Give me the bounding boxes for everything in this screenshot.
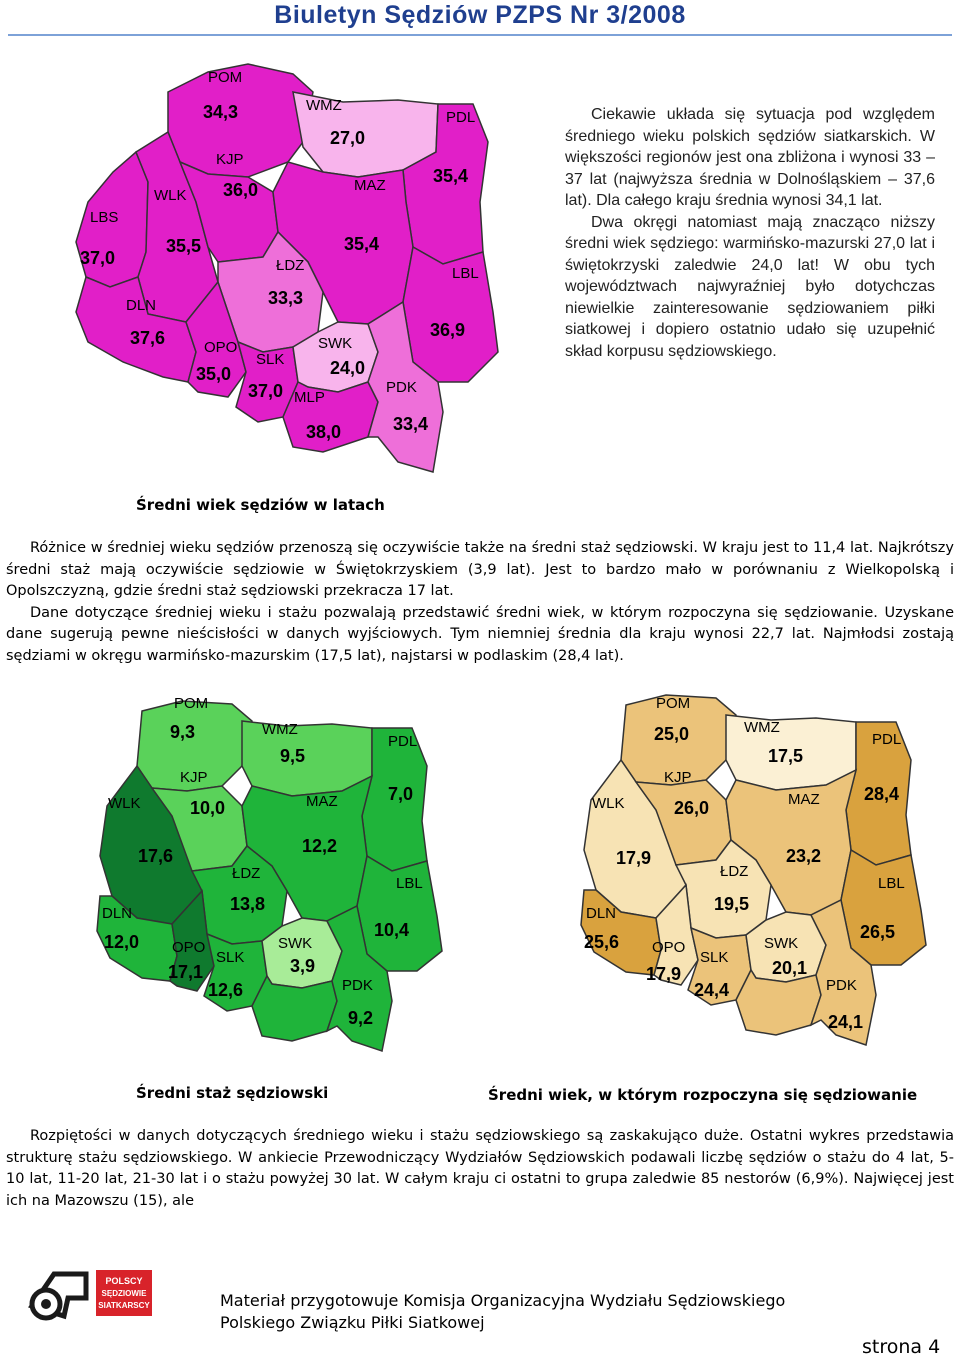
region-value: 20,1 — [772, 958, 808, 978]
region-value: 13,8 — [230, 894, 266, 914]
region-code: MAZ — [788, 791, 820, 808]
region-value: 17,9 — [646, 964, 682, 984]
region-value: 17,1 — [168, 962, 204, 982]
pzps-referee-logo — [24, 1254, 174, 1334]
intro-paragraph: Dwa okręgi natomiast mają znacząco niższy średni wiek sędziego: warmińsko-mazurski 27,0 lat i świętokrzyski zaledwie 24,0 lat! W obu tych województwach najwyraźniej było dotychczas niewielkie zainteresowanie sędziowaniem piłki siatkowej i dopiero ostatnio udało się uzupełnić skład korpusu sędziowskiego. — [565, 213, 935, 360]
region-value: 26,0 — [674, 798, 710, 818]
region-value: 33,3 — [268, 288, 304, 308]
region-code: WLK — [154, 187, 187, 204]
region-value: 17,6 — [138, 846, 174, 866]
region-code: WLK — [592, 795, 625, 812]
region-value: 26,5 — [860, 922, 896, 942]
start-age-map-caption: Średni wiek, w którym rozpoczyna się sędziowanie — [488, 1086, 918, 1104]
intro-paragraph: Ciekawie układa się sytuacja pod względem średniego wieku polskich sędziów siatkarskich. W większości regionów jest ona zbliżona i wynosi 33 – 37 lat (najwyższa średnia w Dolnośląskiem – 37,6 lat). Dla całego kraju średnia wynosi 34,1 lat. — [565, 106, 935, 209]
region-code: PDL — [446, 109, 476, 126]
region-code: POM — [208, 69, 243, 86]
logo-text: SĘDZIOWIE — [101, 1289, 147, 1298]
region-value: 35,0 — [196, 364, 232, 384]
region-code: KJP — [216, 151, 244, 168]
region-value: 3,9 — [290, 956, 316, 976]
logo-text: SIATKARSCY — [98, 1301, 150, 1310]
region-value: 36,0 — [223, 180, 259, 200]
region-code: WMZ — [306, 97, 342, 114]
region-value: 25,0 — [654, 724, 690, 744]
header-title: Biuletyn Sędziów PZPS Nr 3/2008 — [274, 1, 686, 29]
region-code: SWK — [318, 335, 353, 352]
region-value: 35,4 — [344, 234, 380, 254]
body-paragraph: Dane dotyczące średniej wieku i stażu pozwalają przedstawić średni wiek, w którym rozpoczyna się sędziowanie. Uzyskane dane sugerują pewne nieścisłości w danych wyjściowych. Tym niemniej średnia dla kraju wynosi 22,7 lat. Najmłodsi zostają sędziami w okręgu warmińsko-mazurskim (17,5 lat), najstarsi w podlaskim (28,4 lat). — [6, 604, 954, 664]
intro-text — [565, 104, 935, 362]
logo-text: POLSCY — [105, 1276, 143, 1286]
tenure-map-caption: Średni staż sędziowski — [136, 1084, 329, 1102]
age-map-caption: Średni wiek sędziów w latach — [136, 496, 385, 514]
footer-credit — [220, 1290, 785, 1334]
footer-line-1: Materiał przygotowuje Komisja Organizacyjna Wydziału Sędziowskiego — [220, 1291, 786, 1310]
body-text-1 — [6, 538, 954, 667]
region-value: 38,0 — [306, 422, 342, 442]
region-code: ŁDZ — [276, 257, 305, 274]
tenure-map — [92, 696, 472, 1066]
region-value: 12,6 — [208, 980, 244, 1000]
body-text-2 — [6, 1126, 954, 1212]
region-value: 17,9 — [616, 848, 652, 868]
region-value: 24,1 — [828, 1012, 864, 1032]
header-rule — [8, 34, 952, 36]
region-lbl — [357, 856, 442, 971]
region-code: PDK — [342, 977, 373, 994]
region-value: 9,3 — [170, 722, 196, 742]
region-code: OPO — [204, 339, 238, 356]
region-value: 12,0 — [104, 932, 140, 952]
region-code: OPO — [652, 939, 686, 956]
region-value: 35,4 — [433, 166, 469, 186]
region-value: 28,4 — [864, 784, 900, 804]
region-value: 24,4 — [694, 980, 730, 1000]
whistle-icon — [32, 1274, 86, 1318]
body-paragraph: Różnice w średniej wieku sędziów przenoszą się oczywiście także na średni staż sędziowski. W kraju jest to 11,4 lat. Najkrótszy średni staż mają oczywiście sędziowie w Świętokrzyskiem (3,9 lat). Jest to bardzo mało w porównaniu z Wielkopolską i Opolszczyzną, gdzie średni staż sędziowski przekracza 17 lat. — [6, 540, 954, 599]
region-code: MLP — [294, 389, 325, 406]
region-code: WMZ — [262, 721, 298, 738]
region-value: 17,5 — [768, 746, 804, 766]
region-code: WLK — [108, 795, 141, 812]
region-value: 34,3 — [203, 102, 239, 122]
region-value: 37,0 — [80, 248, 116, 268]
footer-line-2: Polskiego Związku Piłki Siatkowej — [220, 1313, 485, 1332]
region-value: 37,0 — [248, 381, 284, 401]
region-value: 23,2 — [786, 846, 822, 866]
region-code: SLK — [216, 949, 245, 966]
region-code: MAZ — [354, 177, 386, 194]
region-code: PDL — [872, 731, 902, 748]
region-code: KJP — [664, 769, 692, 786]
region-value: 7,0 — [388, 784, 414, 804]
region-code: DLN — [126, 297, 157, 314]
region-value: 27,0 — [330, 128, 366, 148]
tenure-map-regions — [97, 701, 442, 1051]
region-value: 36,9 — [430, 320, 466, 340]
region-code: LBL — [452, 265, 479, 282]
region-code: SLK — [256, 351, 285, 368]
region-code: OPO — [172, 939, 206, 956]
region-code: DLN — [102, 905, 133, 922]
body-paragraph: Rozpiętości w danych dotyczących średniego wieku i stażu sędziowskiego są zaskakująco duże. Ostatni wykres przedstawia strukturę stażu sędziowskiego. W ankiecie Przewodniczący Wydziałów Sędziowskich podawali liczbę sędziów o stażu do 4 lat, 5-10 lat, 11-20 lat, 21-30 lat i o stażu powyżej 30 lat. W całym kraju ci ostatni to grupa zaledwie 85 nestorów (6,9%). Najwięcej jest ich na Mazowszu (15), ale — [6, 1128, 954, 1209]
region-code: POM — [174, 696, 209, 712]
region-code: PDL — [388, 733, 418, 750]
region-code: POM — [656, 695, 691, 712]
region-value: 33,4 — [393, 414, 429, 434]
age-map — [68, 52, 508, 492]
region-code: DLN — [586, 905, 617, 922]
region-code: KJP — [180, 769, 208, 786]
start-age-map — [576, 690, 956, 1060]
region-code: ŁDZ — [232, 865, 261, 882]
region-code: PDK — [826, 977, 857, 994]
region-code: LBL — [396, 875, 423, 892]
region-code: MAZ — [306, 793, 338, 810]
region-code: PDK — [386, 379, 417, 396]
region-lbl — [403, 247, 498, 382]
region-code: LBL — [878, 875, 905, 892]
region-value: 9,2 — [348, 1008, 374, 1028]
region-code: LBS — [90, 209, 119, 226]
region-lbl — [841, 850, 926, 965]
region-value: 10,4 — [374, 920, 410, 940]
region-value: 37,6 — [130, 328, 166, 348]
region-code: ŁDZ — [720, 863, 749, 880]
region-value: 35,5 — [166, 236, 202, 256]
region-value: 9,5 — [280, 746, 306, 766]
region-code: WMZ — [744, 719, 780, 736]
region-code: SWK — [764, 935, 799, 952]
region-value: 12,2 — [302, 836, 338, 856]
region-value: 25,6 — [584, 932, 620, 952]
region-code: SWK — [278, 935, 313, 952]
region-value: 10,0 — [190, 798, 226, 818]
region-value: 24,0 — [330, 358, 366, 378]
region-code: SLK — [700, 949, 729, 966]
region-value: 19,5 — [714, 894, 750, 914]
page-number: strona 4 — [862, 1336, 941, 1358]
